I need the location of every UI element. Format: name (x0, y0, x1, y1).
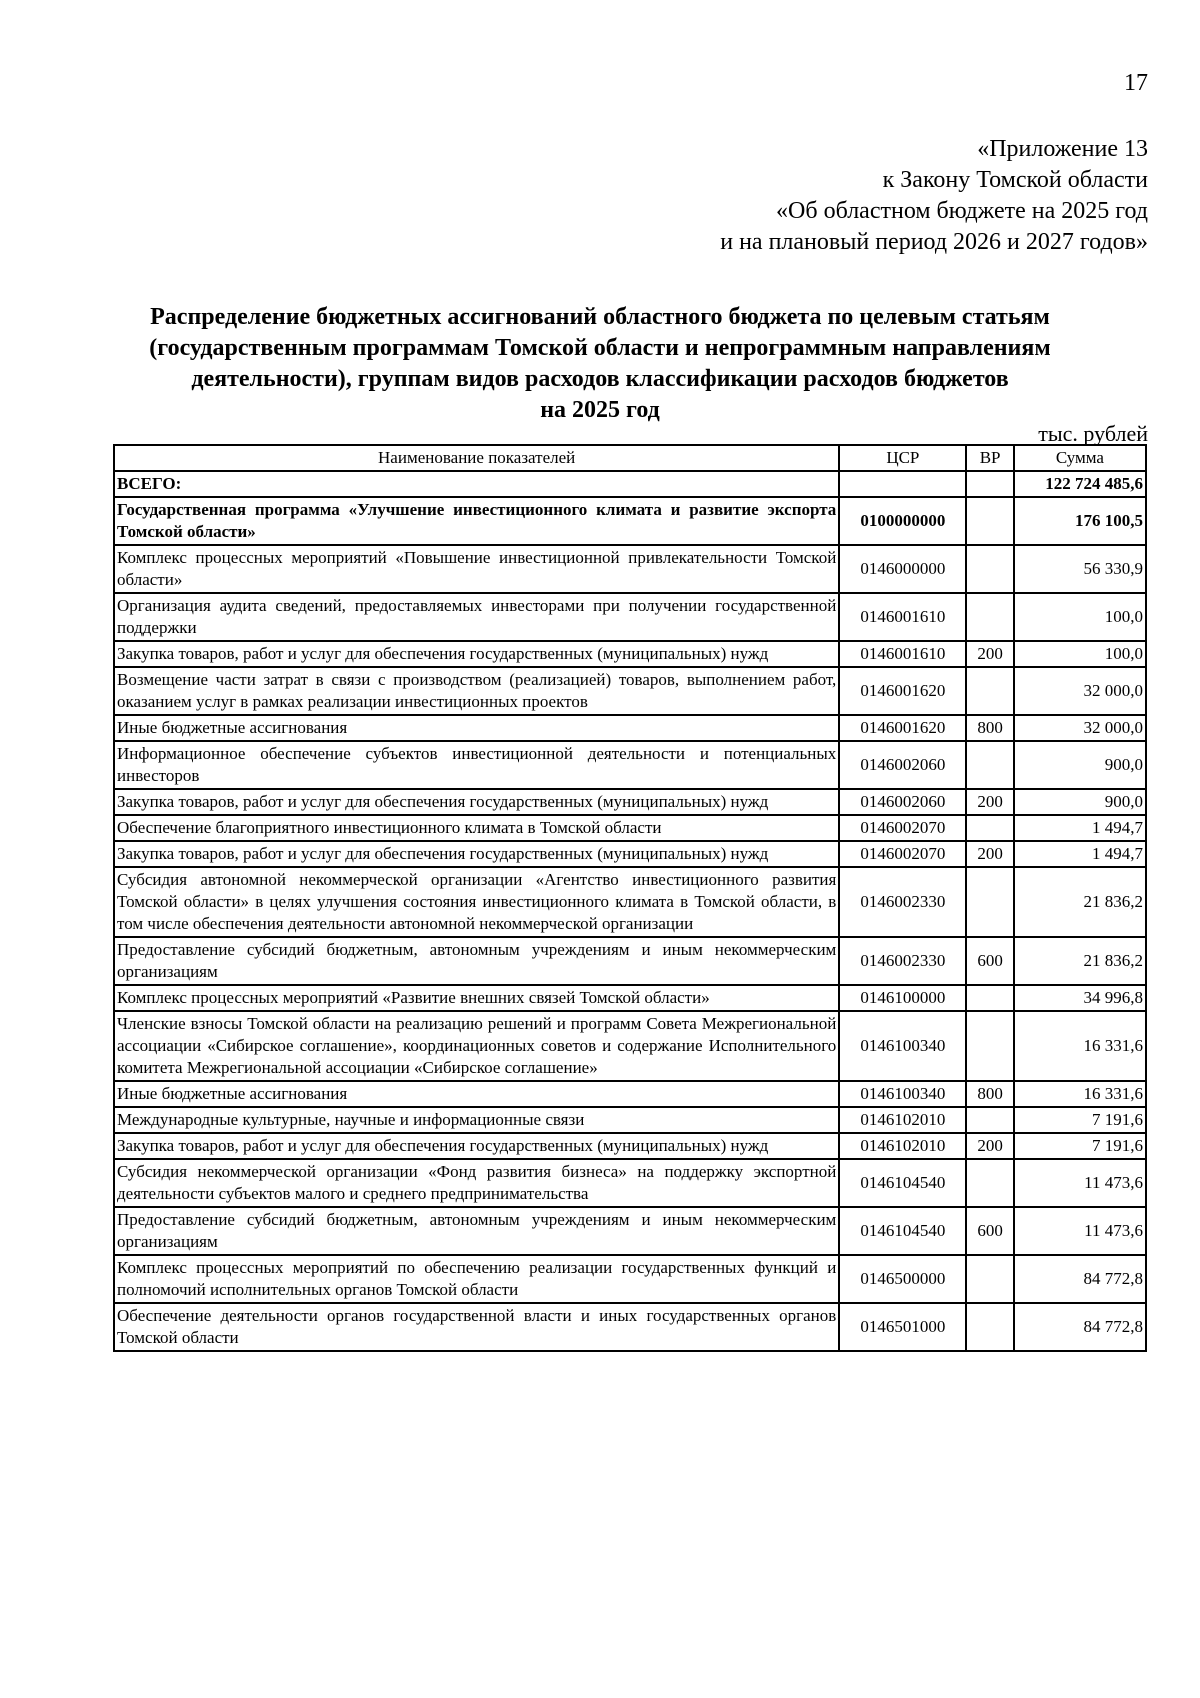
row-csr: 0146104540 (839, 1159, 966, 1207)
row-csr: 0146100340 (839, 1011, 966, 1081)
appendix-line: «Об областном бюджете на 2025 год (776, 198, 1148, 224)
row-vr: 800 (966, 715, 1013, 741)
row-csr: 0146002070 (839, 815, 966, 841)
header-sum: Сумма (1014, 445, 1146, 471)
table-body (114, 471, 1146, 1351)
row-vr (966, 1107, 1013, 1133)
row-sum: 56 330,9 (1014, 545, 1146, 593)
table-row (114, 867, 1146, 937)
appendix-header (720, 134, 1148, 258)
row-vr: 200 (966, 789, 1013, 815)
table-row (114, 985, 1146, 1011)
row-sum: 21 836,2 (1014, 867, 1146, 937)
table-row (114, 1133, 1146, 1159)
row-sum: 7 191,6 (1014, 1133, 1146, 1159)
document-title (60, 302, 1140, 426)
header-name: Наименование показателей (114, 445, 839, 471)
row-vr (966, 985, 1013, 1011)
header-vr: ВР (966, 445, 1013, 471)
table-row (114, 1081, 1146, 1107)
row-vr: 200 (966, 1133, 1013, 1159)
title-line: на 2025 год (540, 397, 660, 423)
row-sum: 900,0 (1014, 789, 1146, 815)
row-vr: 600 (966, 937, 1013, 985)
row-vr (966, 1011, 1013, 1081)
row-vr: 600 (966, 1207, 1013, 1255)
row-sum: 84 772,8 (1014, 1303, 1146, 1351)
row-sum: 11 473,6 (1014, 1207, 1146, 1255)
row-name: Закупка товаров, работ и услуг для обеспечения государственных (муниципальных) нужд (114, 1133, 839, 1159)
table-row (114, 471, 1146, 497)
page-number: 17 (1124, 70, 1148, 96)
row-csr: 0146002060 (839, 789, 966, 815)
row-csr: 0146102010 (839, 1107, 966, 1133)
row-sum: 21 836,2 (1014, 937, 1146, 985)
row-sum: 1 494,7 (1014, 841, 1146, 867)
table-row (114, 667, 1146, 715)
title-line: деятельности), группам видов расходов классификации расходов бюджетов (191, 366, 1009, 392)
row-name: Обеспечение благоприятного инвестиционного климата в Томской области (114, 815, 839, 841)
row-name: Субсидия автономной некоммерческой организации «Агентство инвестиционного развития Томской области» в целях улучшения состояния инвестиционного климата в Томской области, в том числе обеспечения деятельности автономной некоммерческой организации (114, 867, 839, 937)
row-sum: 16 331,6 (1014, 1081, 1146, 1107)
table-row (114, 641, 1146, 667)
row-name: Закупка товаров, работ и услуг для обеспечения государственных (муниципальных) нужд (114, 641, 839, 667)
row-sum: 11 473,6 (1014, 1159, 1146, 1207)
row-sum: 32 000,0 (1014, 667, 1146, 715)
table-row (114, 497, 1146, 545)
row-csr: 0146001610 (839, 593, 966, 641)
row-sum: 122 724 485,6 (1014, 471, 1146, 497)
appendix-line: к Закону Томской области (882, 167, 1148, 193)
row-name: Государственная программа «Улучшение инвестиционного климата и развитие экспорта Томской области» (114, 497, 839, 545)
row-name: Возмещение части затрат в связи с производством (реализацией) товаров, выполнением работ, оказанием услуг в рамках реализации инвестиционных проектов (114, 667, 839, 715)
row-vr (966, 1303, 1013, 1351)
row-csr: 0146002060 (839, 741, 966, 789)
row-name: Иные бюджетные ассигнования (114, 715, 839, 741)
row-vr: 200 (966, 641, 1013, 667)
table-header-row (114, 445, 1146, 471)
appendix-line: «Приложение 13 (977, 136, 1148, 162)
row-name: Закупка товаров, работ и услуг для обеспечения государственных (муниципальных) нужд (114, 841, 839, 867)
row-name: ВСЕГО: (114, 471, 839, 497)
row-csr: 0146100000 (839, 985, 966, 1011)
table-row (114, 741, 1146, 789)
row-name: Международные культурные, научные и информационные связи (114, 1107, 839, 1133)
table-row (114, 715, 1146, 741)
appendix-line: и на плановый период 2026 и 2027 годов» (720, 229, 1148, 255)
row-csr: 0146500000 (839, 1255, 966, 1303)
table-row (114, 815, 1146, 841)
row-csr: 0146102010 (839, 1133, 966, 1159)
row-name: Закупка товаров, работ и услуг для обеспечения государственных (муниципальных) нужд (114, 789, 839, 815)
table-row (114, 937, 1146, 985)
budget-table (113, 444, 1147, 1352)
row-name: Информационное обеспечение субъектов инвестиционной деятельности и потенциальных инвесторов (114, 741, 839, 789)
row-csr: 0146104540 (839, 1207, 966, 1255)
table-row (114, 1255, 1146, 1303)
row-vr (966, 1159, 1013, 1207)
row-sum: 100,0 (1014, 593, 1146, 641)
row-sum: 900,0 (1014, 741, 1146, 789)
row-name: Комплекс процессных мероприятий «Развитие внешних связей Томской области» (114, 985, 839, 1011)
row-vr (966, 741, 1013, 789)
row-name: Комплекс процессных мероприятий по обеспечению реализации государственных функций и полномочий исполнительных органов Томской области (114, 1255, 839, 1303)
row-name: Организация аудита сведений, предоставляемых инвесторами при получении государственной поддержки (114, 593, 839, 641)
row-vr (966, 1255, 1013, 1303)
table-row (114, 1207, 1146, 1255)
row-vr (966, 593, 1013, 641)
title-line: Распределение бюджетных ассигнований областного бюджета по целевым статьям (150, 304, 1050, 330)
header-csr: ЦСР (839, 445, 966, 471)
row-sum: 16 331,6 (1014, 1011, 1146, 1081)
row-csr: 0146002330 (839, 867, 966, 937)
row-vr (966, 815, 1013, 841)
row-name: Иные бюджетные ассигнования (114, 1081, 839, 1107)
row-vr: 200 (966, 841, 1013, 867)
title-line: (государственным программам Томской области и непрограммным направлениям (149, 335, 1051, 361)
row-vr (966, 497, 1013, 545)
table-row (114, 841, 1146, 867)
row-sum: 34 996,8 (1014, 985, 1146, 1011)
table-row (114, 789, 1146, 815)
row-sum: 32 000,0 (1014, 715, 1146, 741)
row-sum: 1 494,7 (1014, 815, 1146, 841)
row-vr (966, 471, 1013, 497)
row-name: Предоставление субсидий бюджетным, автономным учреждениям и иным некоммерческим организациям (114, 1207, 839, 1255)
row-csr: 0146501000 (839, 1303, 966, 1351)
row-sum: 84 772,8 (1014, 1255, 1146, 1303)
row-csr: 0146002070 (839, 841, 966, 867)
row-vr: 800 (966, 1081, 1013, 1107)
row-csr (839, 471, 966, 497)
row-csr: 0146001620 (839, 715, 966, 741)
table-row (114, 1011, 1146, 1081)
row-csr: 0100000000 (839, 497, 966, 545)
unit-label: тыс. рублей (1038, 421, 1148, 446)
table-row (114, 1159, 1146, 1207)
row-sum: 7 191,6 (1014, 1107, 1146, 1133)
row-name: Комплекс процессных мероприятий «Повышение инвестиционной привлекательности Томской области» (114, 545, 839, 593)
row-vr (966, 867, 1013, 937)
table-row (114, 1303, 1146, 1351)
row-csr: 0146100340 (839, 1081, 966, 1107)
row-csr: 0146002330 (839, 937, 966, 985)
row-vr (966, 667, 1013, 715)
row-csr: 0146001620 (839, 667, 966, 715)
row-name: Предоставление субсидий бюджетным, автономным учреждениям и иным некоммерческим организациям (114, 937, 839, 985)
row-csr: 0146000000 (839, 545, 966, 593)
row-vr (966, 545, 1013, 593)
row-name: Обеспечение деятельности органов государственной власти и иных государственных органов Томской области (114, 1303, 839, 1351)
row-name: Субсидия некоммерческой организации «Фонд развития бизнеса» на поддержку экспортной деятельности субъектов малого и среднего предпринимательства (114, 1159, 839, 1207)
table-row (114, 545, 1146, 593)
row-name: Членские взносы Томской области на реализацию решений и программ Совета Межрегиональной ассоциации «Сибирское соглашение», координационных советов и содержание Исполнительного комитета Межрегиональной ассоциации «Сибирское соглашение» (114, 1011, 839, 1081)
row-sum: 176 100,5 (1014, 497, 1146, 545)
table-row (114, 1107, 1146, 1133)
row-csr: 0146001610 (839, 641, 966, 667)
row-sum: 100,0 (1014, 641, 1146, 667)
table-row (114, 593, 1146, 641)
